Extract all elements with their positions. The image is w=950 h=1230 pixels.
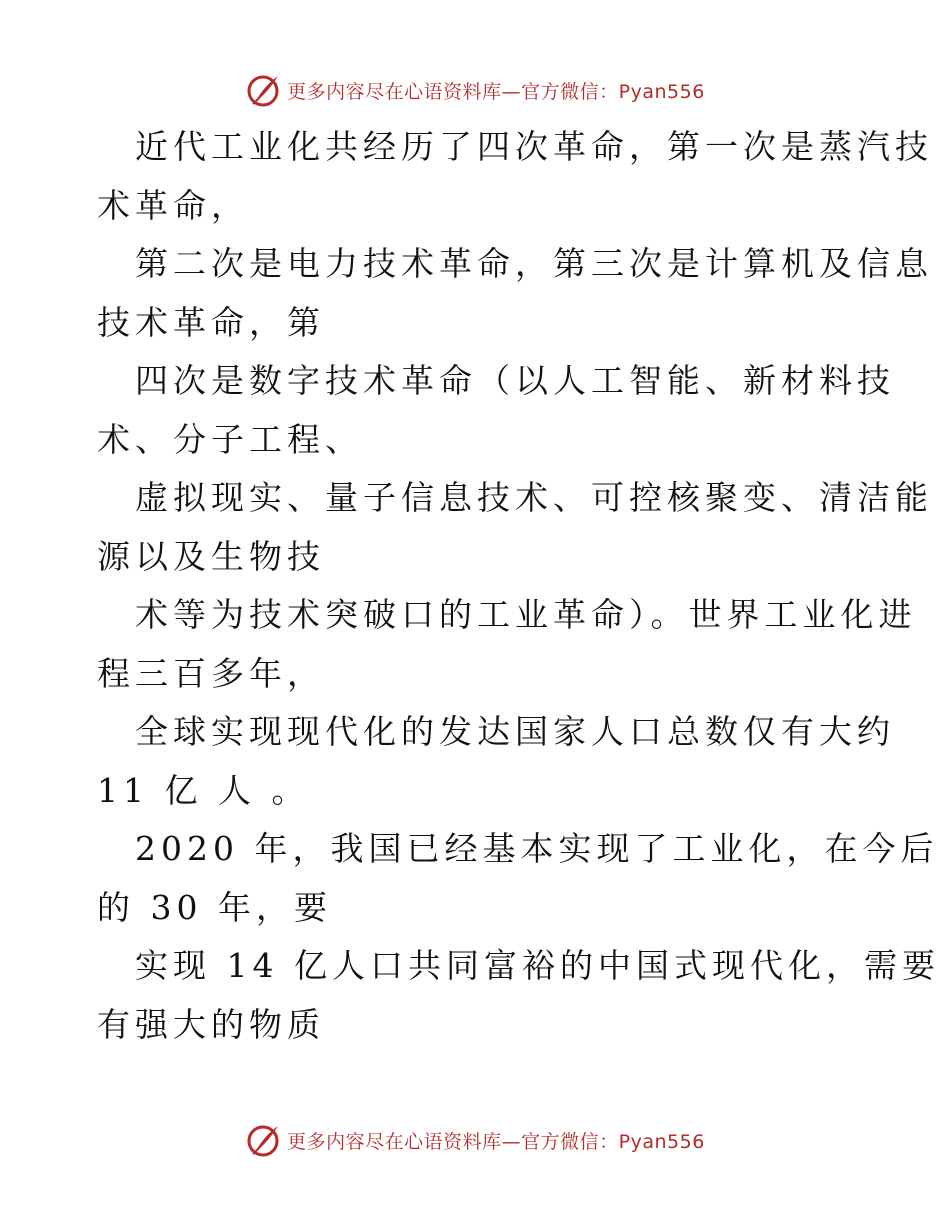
watermark-text: 更多内容尽在心语资料库—官方微信：Pyan556 — [287, 1130, 705, 1153]
paragraph-line: 源以及生物技 — [97, 536, 325, 576]
feather-pen-seal-icon — [245, 72, 281, 108]
paragraph-line: 11 亿 人 。 — [97, 770, 310, 810]
paragraph-line: 四次是数字技术革命（以人工智能、新材料技 — [135, 361, 895, 400]
watermark-text: 更多内容尽在心语资料库—官方微信：Pyan556 — [287, 80, 705, 103]
paragraph-line: 全球实现现代化的发达国家人口总数仅有大约 — [135, 712, 895, 751]
document-body — [97, 118, 940, 1054]
paragraph-line: 术、分子工程、 — [97, 419, 363, 459]
paragraph-line: 术革命， — [97, 185, 249, 225]
footer-watermark — [0, 1120, 950, 1160]
paragraph-line: 有强大的物质 — [97, 1004, 325, 1044]
header-watermark — [0, 70, 950, 110]
feather-pen-seal-icon — [245, 1122, 281, 1158]
paragraph-line: 术等为技术突破口的工业革命）。世界工业化进 — [135, 595, 917, 634]
paragraph-line: 近代工业化共经历了四次革命，第一次是蒸汽技 — [135, 127, 933, 166]
paragraph-line: 2020 年，我国已经基本实现了工业化，在今后 — [135, 829, 939, 868]
paragraph-line: 第二次是电力技术革命，第三次是计算机及信息 — [135, 244, 933, 283]
paragraph-line: 实现 14 亿人口共同富裕的中国式现代化，需要 — [135, 946, 940, 985]
paragraph-line: 程三百多年， — [97, 653, 325, 693]
paragraph-line: 技术革命，第 — [97, 302, 325, 342]
paragraph-line: 的 30 年，要 — [97, 887, 332, 927]
paragraph-line: 虚拟现实、量子信息技术、可控核聚变、清洁能 — [135, 478, 933, 517]
